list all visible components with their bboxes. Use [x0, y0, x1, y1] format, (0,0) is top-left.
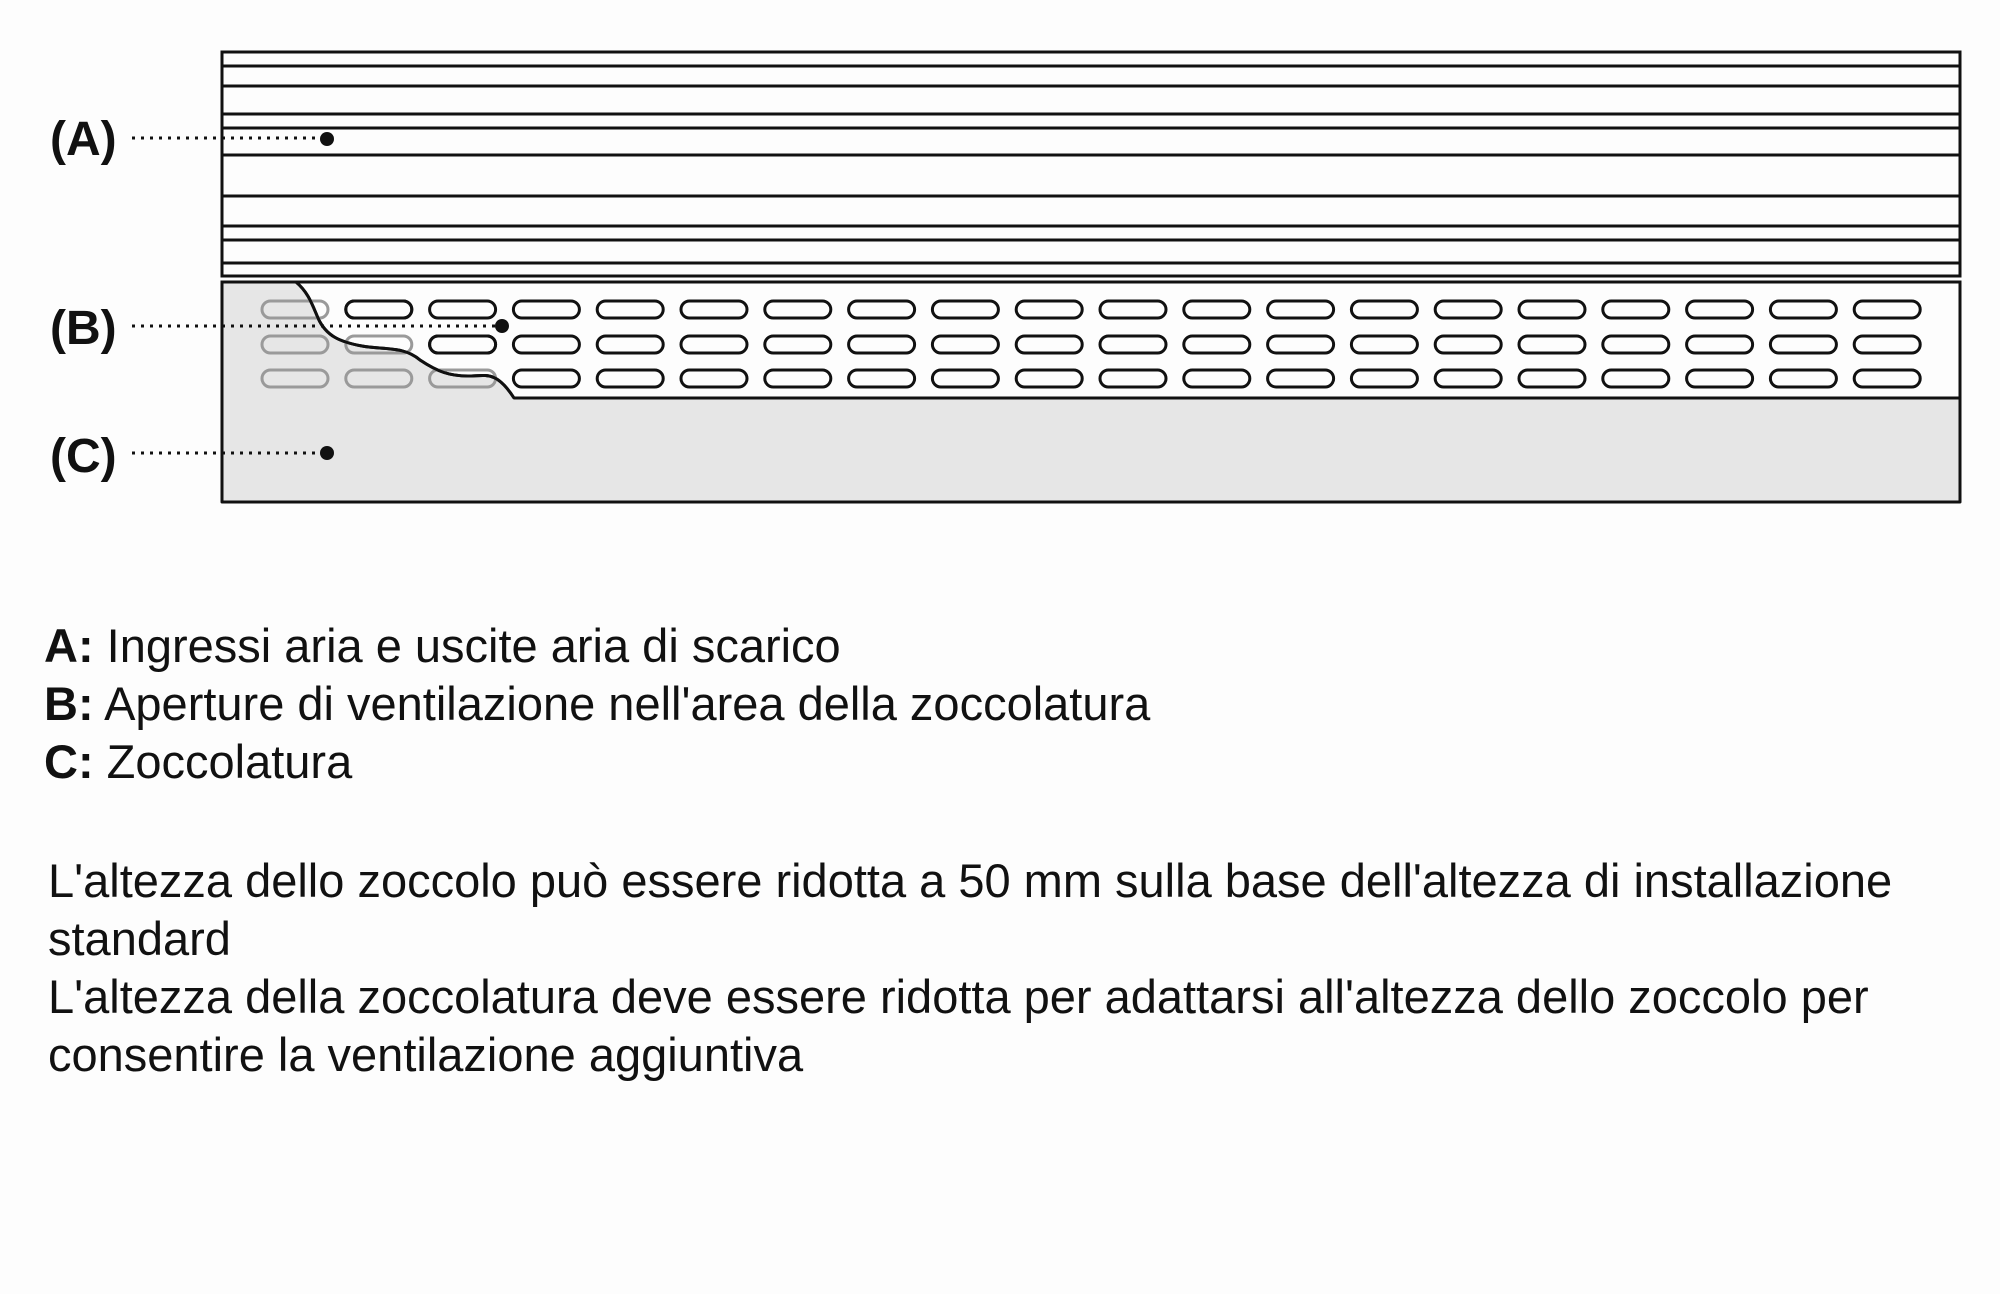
ventilation-diagram [0, 0, 2000, 540]
legend-text-a: Ingressi aria e uscite aria di scarico [106, 619, 841, 672]
legend [44, 617, 1150, 791]
legend-key-b: B: [44, 677, 94, 730]
callout-b-label: (B) [50, 302, 117, 355]
legend-item-b [44, 675, 1150, 733]
callout-a-label: (A) [50, 113, 117, 166]
callout-a-dot [320, 132, 334, 146]
legend-key-c: C: [44, 735, 94, 788]
legend-item-a [44, 617, 1150, 675]
callout-c-dot [320, 446, 334, 460]
installation-notes [48, 852, 1948, 1084]
legend-key-a: A: [44, 619, 94, 672]
note-ventilation: L'altezza della zoccolatura deve essere ridotta per adattarsi all'altezza dello zoccolo per consentire la ventilazione aggiuntiva [48, 970, 1869, 1081]
callout-c-label: (C) [50, 430, 117, 483]
legend-item-c [44, 733, 1150, 791]
legend-text-c: Zoccolatura [106, 735, 353, 788]
note-plinth-height: L'altezza dello zoccolo può essere ridotta a 50 mm sulla base dell'altezza di installazione standard [48, 854, 1893, 965]
legend-text-b: Aperture di ventilazione nell'area della zoccolatura [104, 677, 1151, 730]
appliance-grille [222, 52, 1960, 276]
callout-b-dot [495, 319, 509, 333]
